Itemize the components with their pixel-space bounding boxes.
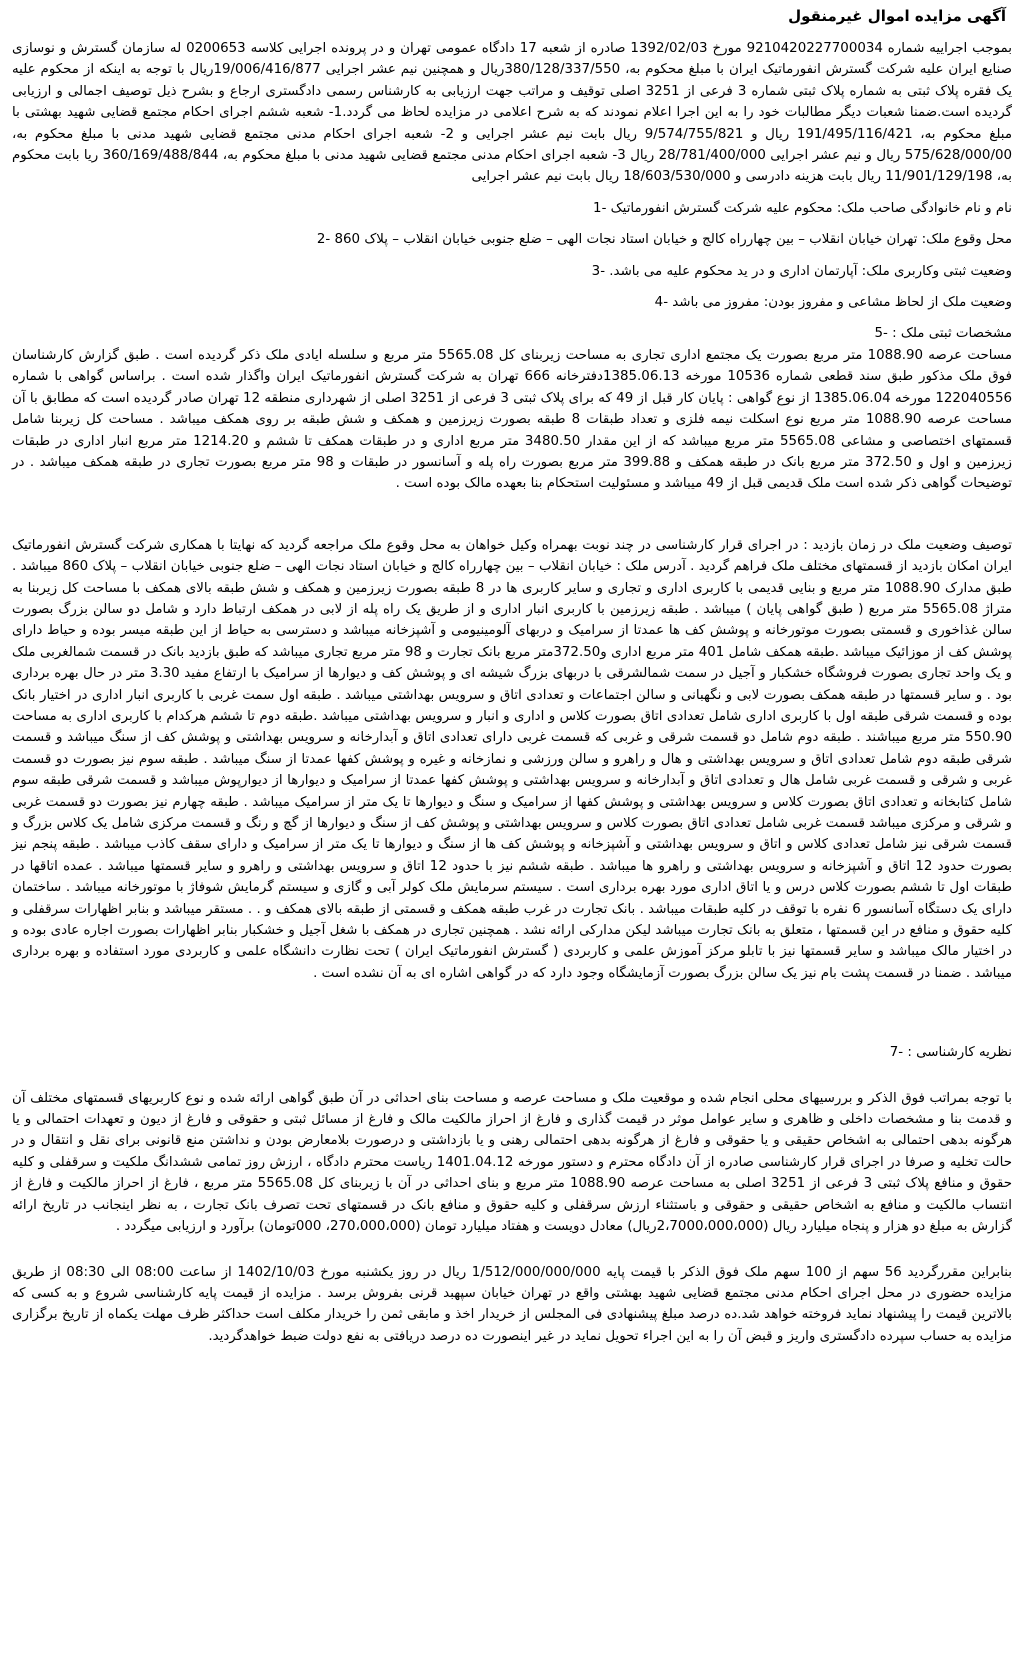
owner-name: نام و نام خانوادگی صاحب ملک: محکوم علیه شرکت گسترش انفورماتیک -1 [593,200,1012,216]
notice-intro: بموجب اجراییه شماره 9210420227700034 مورخ 1392/02/03 صادره از شعبه 17 دادگاه عمومی تهران و در پرونده اجرایی کلاسه 0200653 له سازمان گسترش و نوسازی صنایع ایران علیه شرکت گسترش انفورماتیک ایران با مبلغ محکوم به، 380/128/337/550ریال و همچنین نیم عشر اجرایی 19/006/416/877ریال با توجه به اینکه از محکوم علیه یک فقره پلاک ثبتی به شماره پلاک ثبتی شماره 3 فرعی از 3251 اصلی توقیف و مراتب جهت ارزیابی به کارشناس رسمی دادگستری ارجاع و بشرح ذیل توصیف اجمالی و ارزیابی گردیده است.ضمنا شعبات دیگر مطالبات خود را به این اجرا اعلام نمودند که به شرح اعلامی در مزایده لحاظ می گردد.1- شعبه ششم اجرای احکام مجتمع قضایی شهید بهشتی با مبلغ محکوم به، 191/495/116/421 ریال و 9/574/755/821 ریال بابت نیم عشر اجرایی و 2- شعبه اجرای احکام مدنی مجتمع قضایی شهید مدنی با مبلغ محکوم به، 575/628/000/00 ریال و نیم عشر اجرایی 28/781/400/000 ریال 3- شعبه اجرای احکام مدنی مجتمع قضایی شهید مدنی با مبلغ محکوم به، 360/169/488/844 ریا بابت محکوم به، 11/901/129/198 ریال بابت هزینه دادرسی و 18/603/530/000 ریال بابت نیم عشر اجرایی [12,41,1012,185]
registration-status: وضعیت ثبتی وکاربری ملک: آپارتمان اداری و در ید محکوم علیه می باشد. -3 [591,263,1012,279]
property-location: محل وقوع ملک: تهران خیابان انقلاب – بین چهارراه کالج و خیابان استاد نجات الهی – ضلع جنوبی خیابان انقلاب – پلاک 860 -2 [316,232,1012,248]
property-description: توصیف وضعیت ملک در زمان بازدید : در اجرای قرار کارشناسی در چند نوبت بهمراه وکیل خواهان به محل وقوع ملک مراجعه گردید که نهایتا با همکاری شرکت گسترش انفورماتیک ایران امکان بازدید از قسمتهای مختلف ملک فراهم گردید . آدرس ملک : خیابان انقلاب – بین چهارراه کالج و خیابان استاد نجات الهی – ضلع جنوبی خیابان انقلاب – پلاک 860 میباشد . طبق مدارک 1088.90 متر مربع و بنایی قدیمی با کاربری اداری و تجاری و سایر کاربری ها در 8 طبقه بصورت زیرزمین و همکف و شش طبقه بالای همکف با مساحت کل زیربنا به متراژ 5565.08 متر مربع ( طبق گواهی پایان ) میباشد . طبقه زیرزمین با کاربری انبار اداری و از طریق یک راه پله از لابی در همکف ارتباط دارد و شامل دو سالن بزرگ بصورت سالن غذاخوری و قسمتی بصورت موتورخانه و پوشش کف ها عمدتا از سرامیک و دربهای آلومینیومی و آشپزخانه میباشد و دسترسی به حیاط از این طبقه میسر بوده و حیاط دارای پوشش کف از موزائیک میباشد .طبقه همکف شامل 401 متر مربع اداری و372.50متر مربع بانک تجارت و 98 متر مربع تجاری میباشد که طبق بازدید بانک در قسمت شمالغربی ملک و یک واحد تجاری بصورت فروشگاه خشکبار و آجیل در سمت شمالشرقی با دربهای بزرگ شیشه ای و پوشش کف و دیوارها از سرامیک با ارتفاع مفید 3.30 متر در حال بهره برداری بود . و سایر قسمتها در طبقه همکف بصورت لابی و نگهبانی و سالن اجتماعات و تعدادی اتاق و سرویس بهداشتی میباشد . طبقه اول سمت غربی با کاربری انبار اداری در اختیار بانک بوده و قسمت شرقی طبقه اول با کاربری اداری شامل تعدادی اتاق بصورت کلاس و اداری و انبار و سرویس بهداشتی میباشد .طبقه دوم تا ششم هرکدام با کاربری اداری به مساحت 550.90 متر مربع میباشند . طبقه دوم شامل دو قسمت شرقی و غربی که قسمت غربی دارای تعدادی اتاق و آبدارخانه و سرویس بهداشتی و پوشش کف از سنگ میباشد و قسمت شرقی طبقه دوم شامل تعدادی اتاق و سرویس بهداشتی و هال و راهرو و سالن ورزشی و نمازخانه و غیره و پوشش کفها عمدتا از سنگ میباشد . طبقه سوم نیز بصورت دو قسمت غربی و شرقی و قسمت غربی شامل هال و تعدادی اتاق و آبدارخانه و سرویس بهداشتی و پوشش کفها عمدتا از سرامیک و دیوارها از دیوارپوش میباشد و قسمت شرقی طبقه سوم شامل کتابخانه و تعدادی اتاق بصورت کلاس و سرویس بهداشتی و پوشش کفها از سرامیک و سنگ و دیوارها تا یک متر از سرامیک میباشد . طبقه چهارم نیز بصورت دو قسمت غربی و شرقی و مرکزی میباشد قسمت غربی شامل تعدادی اتاق بصورت کلاس و سرویس بهداشتی و پوشش کف از سنگ و دیوارها از گچ و رنگ و قسمت مرکزی شامل یک کلاس بزرگ و قسمت شرقی نیز شامل تعدادی کلاس و اتاق و سرویس بهداشتی و آشپزخانه و پوشش کف ها از سنگ و دیوارها تا یک متر از سرامیک و دارای سقف کاذب میباشد . طبقه پنجم نیز بصورت حدود 12 اتاق و آشپزخانه و سرویس بهداشتی و راهرو ها میباشد . طبقه ششم نیز با حدود 12 اتاق و سرویس بهداشتی و راهرو و سایر قسمتها میباشد . عمده اتاقها در طبقات اول تا ششم بصورت کلاس درس و یا اتاق اداری مورد بهره برداری است . سیستم سرمایش ملک کولر آبی و گازی و سیستم گرمایش شوفاژ با موتورخانه میباشد . ساختمان دارای یک دستگاه آسانسور 6 نفره با توقف در کلیه طبقات میباشد . بانک تجارت در غرب طبقه همکف و قسمتی از طبقه بالای همکف و . . مستقر میباشد و بنابر اظهارات سرقفلی و کلیه حقوق و منافع در این قسمتها ، متعلق به بانک تجارت میباشد لیکن مدارکی ارائه نشد . همچنین تجاری در همکف با شغل آجیل و خشکبار بنابر اظهارات بصورت اجاره عادی بوده و در اختیار مالک میباشد و سایر قسمتها نیز با تابلو مرکز آموزش علمی و کاربردی ( گسترش انفورماتیک ایران ) تحت نظارت دانشگاه علمی و کاربردی مورد استفاده و بهره برداری میباشد . ضمنا در قسمت پشت بام نیز یک سالن بزرگ بصورت آزمایشگاه وجود دارد که در گواهی اشاره ای به آن نشده است . [12,537,1013,981]
auction-terms: بنابراین مقررگردید 56 سهم از 100 سهم ملک فوق الذکر با قیمت پایه 1/512/000/000/000 ریال در روز یکشنبه مورخ 1402/10/03 از ساعت 08:00 الی 08:30 از طریق مزایده حضوری در محل اجرای احکام مدنی مجتمع قضایی شهید بهشتی واقع در تهران خیابان سپهبد قرنی بفروش برسد . مزایده از قیمت پایه کارشناسی شروع و به کسی که بالاترین قیمت را پیشنهاد نماید فروخته خواهد شد.ده درصد مبلغ پیشنهادی فی المجلس از خریدار اخذ و مابقی ثمن را خریدار مکلف است حداکثر ظرف مهلت یکماه از تاریخ برگزاری مزایده به حساب سپرده دادگستری واریز و قبض آن را به این اجراء تحویل نماید در غیر اینصورت ده درصد دریافتی به نفع دولت ضبط خواهدگردید. [12,1264,1012,1344]
registration-details-heading: مشخصات ثبتی ملک : -5 [874,326,1012,342]
expert-opinion-heading: نظریه کارشناسی : -7 [889,1045,1012,1061]
expert-opinion-body: با توجه بمراتب فوق الذکر و بررسیهای محلی انجام شده و موقعیت ملک و مساحت عرصه و مساحت بنای احداثی در آن طبق گواهی ارائه شده و نوع کاربریهای قسمتهای مختلف آن و قدمت بنا و مشخصات داخلی و ظاهری و سایر عوامل موثر در قیمت گذاری و فارغ از احراز مالکیت مالک و فارغ از مسائل ثبتی و حقوقی و فارغ از دیون و تعهدات احتمالی و یا هرگونه بدهی احتمالی به اشخاص حقیقی و یا حقوقی و فارغ از هرگونه بدهی احتمالی رهنی و یا بازداشتی و درصورت بلامعارض بودن و نداشتن منع قانونی برای نقل و انتقال و در حالت تخلیه و صرفا در اجرای قرار کارشناسی صادره از آن دادگاه محترم و دستور مورخه 1401.04.12 ریاست محترم دادگاه ، ارزش روز تمامی ششدانگ ملکیت و سرقفلی و کلیه حقوق و منافع پلاک ثبتی 3 فرعی از 3251 اصلی به مساحت عرصه 1088.90 متر مربع و بنای احداثی در آن با زیربنای کل 5565.08 متر مربع ، فارغ از احراز مالکیت و فارغ از انتساب مالکیت و منافع به اشخاص حقیقی و حقوقی و باستثناء ارزش سرقفلی و کلیه حقوق و منافع بانک در قسمتهای تحت تصرف بانک تجارت ، به نظر اینجانب در تاریخ ارائه گزارش به مبلغ دو هزار و پنجاه میلیارد ریال (2،7000،000،000ریال) معادل دویست و هفتاد میلیارد تومان (270،000،000، 000تومان) برآورد و ارزیابی میگردد . [12,1090,1012,1235]
ownership-status: وضعیت ملک از لحاظ مشاعی و مفروز بودن: مفروز می باشد -4 [654,295,1012,311]
registration-details-body: مساحت عرصه 1088.90 متر مربع بصورت یک مجتمع اداری تجاری به مساحت زیربنای کل 5565.08 متر مربع و سلسله ایادی ملک ذکر گردیده است . طبق گزارش کارشناسان فوق ملک مذکور طبق سند قطعی شماره 10536 مورخه 1385.06.13دفترخانه 666 تهران به شرکت گسترش انفورماتیک ایران واگذار شده است . براساس گواهی با شماره 122040556 مورخه 1385.06.04 از نوع گواهی : پایان کار قبل از 49 که برای پلاک ثبتی 3 فرعی از 3251 اصلی از شهرداری منطقه 12 تهران صادر گردیده است که مطابق با آن مساحت عرصه 1088.90 متر مربع نوع اسکلت نیمه فلزی و تعداد طبقات 8 طبقه بصورت زیرزمین و همکف و شش طبقه بر روی همکف میباشد . مساحت کل زیربنا شامل قسمتهای اختصاصی و مشاعی 5565.08 متر مربع میباشد که از این مقدار 3480.50 متر مربع اداری و در طبقات همکف تا ششم و 1214.20 متر مربع انبار اداری در طبقات زیرزمین و اول و 372.50 متر مربع بانک در طبقه همکف و 399.88 متر مربع بصورت راه پله و آسانسور در طبقات و 98 متر مربع بصورت تجاری در طبقه همکف میباشد . در توضیحات گواهی ذکر شده است ملک قدیمی قبل از 49 میباشد و مسئولیت استحکام بنا بعهده مالک بوده است . [12,347,1013,492]
notice-title: آگهی مزایده اموال غیرمنقول [788,7,1006,25]
